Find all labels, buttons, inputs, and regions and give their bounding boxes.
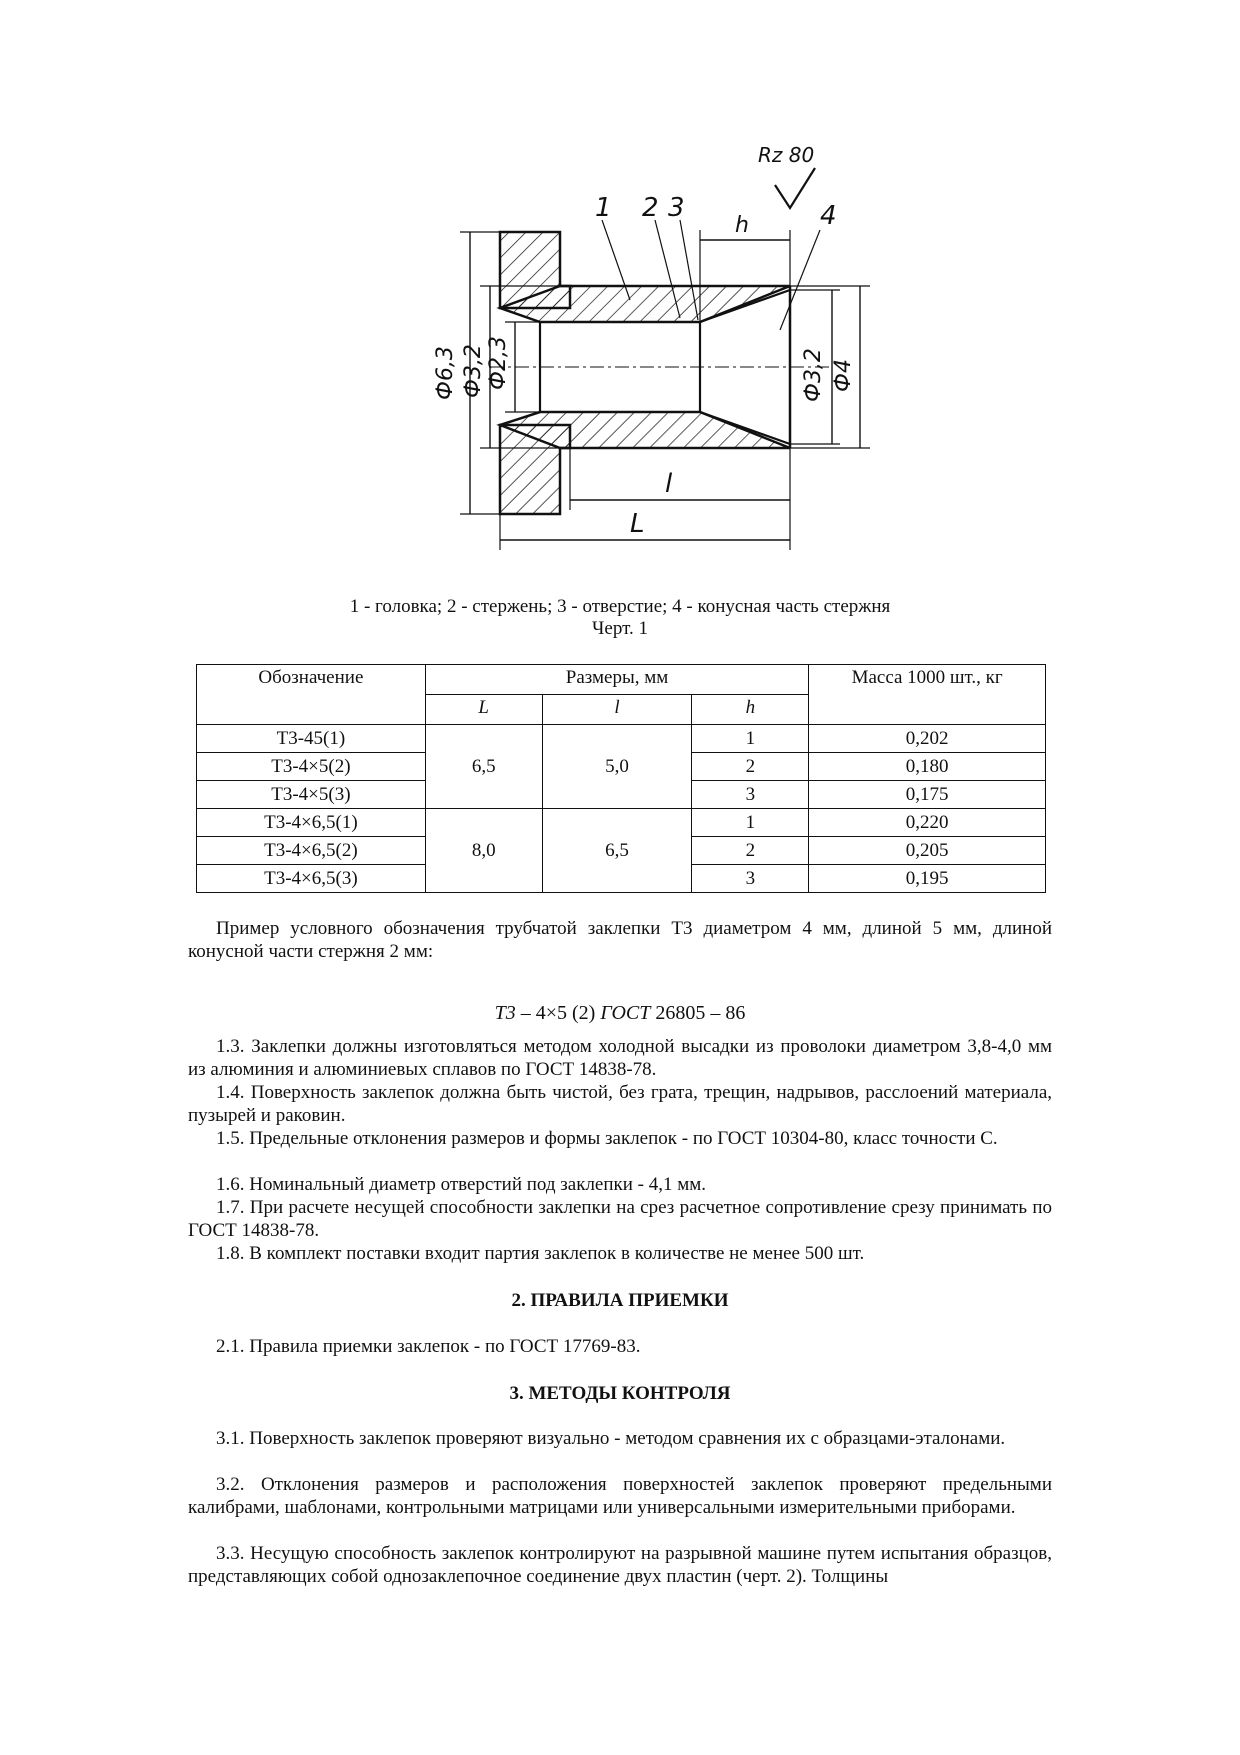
- dim-l: l: [665, 469, 673, 499]
- drawing-title: Черт. 1: [592, 618, 648, 639]
- cell-mass: 0,180: [809, 753, 1046, 781]
- cell-designation: Т3-4×5(2): [197, 753, 426, 781]
- callout-1: 1: [595, 193, 612, 223]
- dim-d4: Ф4: [831, 359, 856, 392]
- clause-1-4: 1.4. Поверхность заклепок должна быть чистой, без грата, трещин, надрывов, расслоений материала, пузырей и раковин.: [188, 1082, 1052, 1126]
- header-L: L: [425, 695, 542, 725]
- cell-L: 8,0: [425, 809, 542, 893]
- cell-designation: Т3-45(1): [197, 725, 426, 753]
- clause-3-2: 3.2. Отклонения размеров и расположения поверхностей заклепок проверяют предельными калибрами, шаблонами, контрольными матрицами или универсальными измерительными приборами.: [188, 1474, 1052, 1518]
- cell-l: 5,0: [542, 725, 692, 809]
- cell-mass: 0,205: [809, 837, 1046, 865]
- clause-2-1: 2.1. Правила приемки заклепок - по ГОСТ 17769-83.: [216, 1336, 641, 1357]
- header-l: l: [542, 695, 692, 725]
- cell-l: 6,5: [542, 809, 692, 893]
- cell-h: 2: [692, 837, 809, 865]
- clause-1-7: 1.7. При расчете несущей способности заклепки на срез расчетное сопротивление срезу принимать по ГОСТ 14838-78.: [188, 1197, 1052, 1241]
- header-dimensions: Размеры, мм: [425, 665, 808, 695]
- clause-1-3: 1.3. Заклепки должны изготовляться методом холодной высадки из проволоки диаметром 3,8-4,0 мм из алюминия и алюминиевых сплавов по ГОСТ 14838-78.: [188, 1036, 1052, 1080]
- cell-designation: Т3-4×6,5(2): [197, 837, 426, 865]
- cell-h: 1: [692, 809, 809, 837]
- rivet-drawing: [380, 140, 900, 560]
- callout-2: 2: [642, 193, 659, 223]
- cell-designation: Т3-4×5(3): [197, 781, 426, 809]
- example-paragraph: Пример условного обозначения трубчатой заклепки Т3 диаметром 4 мм, длиной 5 мм, длиной конусной части стержня 2 мм:: [188, 918, 1052, 962]
- header-h: h: [692, 695, 809, 725]
- designation-formula: [0, 1002, 1240, 1025]
- cell-mass: 0,202: [809, 725, 1046, 753]
- roughness-label: Rz 80: [758, 143, 815, 167]
- drawing-legend: 1 - головка; 2 - стержень; 3 - отверстие; 4 - конусная часть стержня: [349, 596, 891, 617]
- dim-d63: Ф6,3: [433, 346, 458, 400]
- header-mass: Масса 1000 шт., кг: [809, 665, 1046, 725]
- formula-part-number: 26805 – 86: [650, 1002, 746, 1024]
- cell-h: 1: [692, 725, 809, 753]
- cell-L: 6,5: [425, 725, 542, 809]
- cell-mass: 0,175: [809, 781, 1046, 809]
- dim-d32-right: Ф3,2: [801, 348, 826, 402]
- section-2-heading: 2. ПРАВИЛА ПРИЕМКИ: [511, 1290, 729, 1311]
- cell-mass: 0,220: [809, 809, 1046, 837]
- callout-h: h: [735, 213, 749, 238]
- clause-1-5: 1.5. Предельные отклонения размеров и формы заклепок - по ГОСТ 10304-80, класс точности С.: [216, 1128, 998, 1149]
- callout-3: 3: [668, 193, 685, 223]
- rivet-spec-table: [196, 664, 1046, 893]
- cell-h: 3: [692, 865, 809, 893]
- section-3-heading: 3. МЕТОДЫ КОНТРОЛЯ: [509, 1383, 731, 1404]
- cell-mass: 0,195: [809, 865, 1046, 893]
- formula-part-size: – 4×5 (2): [515, 1002, 601, 1024]
- clause-3-1: 3.1. Поверхность заклепок проверяют визуально - методом сравнения их с образцами-эталонами.: [216, 1428, 1006, 1449]
- rivet-drawing-svg: [380, 140, 900, 560]
- cell-h: 3: [692, 781, 809, 809]
- dim-d32-left: Ф3,2: [461, 344, 486, 398]
- table-row: [197, 725, 1046, 753]
- clause-1-8: 1.8. В комплект поставки входит партия заклепок в количестве не менее 500 шт.: [216, 1243, 865, 1264]
- callout-4: 4: [820, 201, 837, 231]
- formula-part-gost: ГОСТ: [600, 1002, 651, 1024]
- cell-designation: Т3-4×6,5(3): [197, 865, 426, 893]
- shank-upper: [500, 286, 790, 322]
- dim-L: L: [630, 509, 645, 539]
- header-designation: Обозначение: [197, 665, 426, 725]
- cell-designation: Т3-4×6,5(1): [197, 809, 426, 837]
- table-row: [197, 809, 1046, 837]
- shank-lower: [500, 412, 790, 448]
- formula-part-t3: Т3: [494, 1002, 516, 1024]
- cell-h: 2: [692, 753, 809, 781]
- clause-3-3: 3.3. Несущую способность заклепок контролируют на разрывной машине путем испытания образцов, представляющих собой однозаклепочное соединение двух пластин (черт. 2). Толщины: [188, 1543, 1052, 1587]
- dim-d23: Ф2,3: [486, 336, 511, 390]
- clause-1-6: 1.6. Номинальный диаметр отверстий под заклепки - 4,1 мм.: [216, 1174, 707, 1195]
